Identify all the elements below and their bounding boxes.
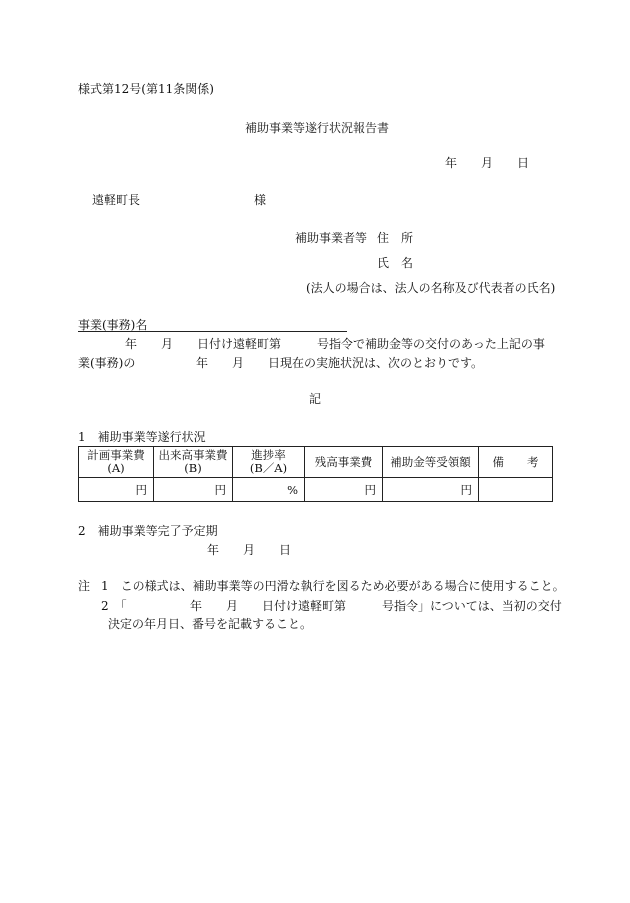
section1-heading: 1 補助事業等遂行状況 bbox=[78, 430, 206, 444]
cell-planned-cost[interactable]: 円 bbox=[79, 478, 154, 502]
header-progress-rate: 進捗率 (B／A) bbox=[233, 447, 305, 478]
table-row bbox=[79, 478, 553, 502]
completion-date: 年 月 日 bbox=[207, 543, 292, 557]
body-line-1: 年 月 日付け遠軽町第 号指令で補助金等の交付のあった上記の事 bbox=[125, 337, 545, 351]
addressee-name: 遠軽町長 bbox=[92, 193, 141, 207]
addressee-honorific: 様 bbox=[254, 193, 267, 207]
note-1: 1 この様式は、補助事業等の円滑な執行を図るため必要がある場合に使用すること。 bbox=[101, 579, 565, 593]
body-line-2: 年 月 日現在の実施状況は、次のとおりです。 bbox=[196, 356, 484, 370]
status-table bbox=[78, 446, 553, 502]
note-2: 年 月 日付け遠軽町第 号指令」については、当初の交付 bbox=[190, 599, 562, 613]
body-line-2-prefix: 業(事務)の bbox=[78, 356, 136, 370]
ki-mark: 記 bbox=[309, 392, 322, 406]
cell-remaining-cost[interactable]: 円 bbox=[305, 478, 383, 502]
header-remaining-cost: 残高事業費 bbox=[305, 447, 383, 478]
applicant-address-label: 住 所 bbox=[377, 231, 414, 245]
corporate-note: (法人の場合は、法人の名称及び代表者の氏名) bbox=[306, 281, 556, 295]
header-planned-cost: 計画事業費 (A) bbox=[79, 447, 154, 478]
note-2-start: 2 「 bbox=[101, 599, 127, 613]
header-subsidy-received: 補助金等受領額 bbox=[383, 447, 479, 478]
document-title: 補助事業等遂行状況報告書 bbox=[245, 121, 390, 135]
cell-subsidy-received[interactable]: 円 bbox=[383, 478, 479, 502]
cell-progress-rate[interactable]: % bbox=[233, 478, 305, 502]
report-date: 年 月 日 bbox=[445, 156, 530, 170]
note-2-continuation: 決定の年月日、番号を記載すること。 bbox=[108, 617, 313, 631]
cell-completed-cost[interactable]: 円 bbox=[154, 478, 233, 502]
project-name-label: 事業(事務)名 bbox=[78, 318, 148, 332]
applicant-name-label: 氏 名 bbox=[377, 256, 414, 270]
notes-label: 注 bbox=[78, 579, 91, 593]
applicant-label: 補助事業者等 bbox=[295, 231, 368, 245]
header-remarks: 備 考 bbox=[479, 447, 553, 478]
project-name-underline bbox=[78, 331, 347, 332]
header-completed-cost: 出来高事業費 (B) bbox=[154, 447, 233, 478]
section2-heading: 2 補助事業等完了予定期 bbox=[78, 524, 218, 538]
form-number: 様式第12号(第11条関係) bbox=[78, 82, 214, 96]
cell-remarks[interactable] bbox=[479, 478, 553, 502]
table-header-row bbox=[79, 447, 553, 478]
